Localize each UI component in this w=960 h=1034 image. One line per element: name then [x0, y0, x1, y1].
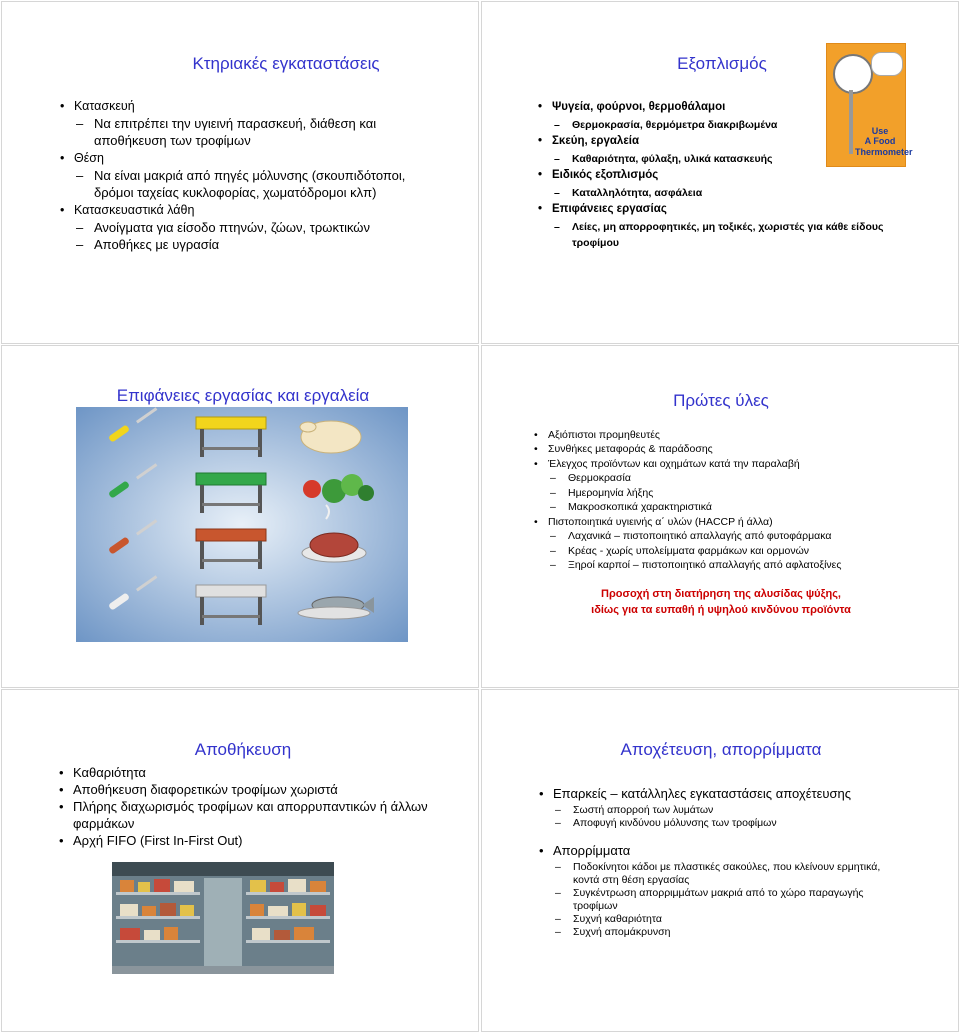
thermometer-dial	[833, 54, 873, 94]
color-coded-boards-image	[76, 407, 408, 642]
sub-bullet-item: – Καταλληλότητα, ασφάλεια	[536, 185, 906, 201]
sub-bullet-item: – Συγκέντρωση απορριμμάτων μακριά από το χώρο παραγωγής τροφίμων	[537, 887, 907, 913]
sub-bullet-item: – Θερμοκρασία	[532, 471, 952, 485]
bullet-item: • Πιστοποιητικά υγιεινής α΄ υλών (HACCP ή άλλα)	[532, 515, 952, 529]
sub-bullet-item: – Λαχανικά – πιστοποιητικό απαλλαγής από φυτοφάρμακα	[532, 529, 952, 543]
sub-bullet-item: – Ξηροί καρποί – πιστοποιητικό απαλλαγής από αφλατοξίνες	[532, 558, 952, 572]
slide-title: Κτηριακές εγκαταστάσεις	[192, 54, 380, 73]
bullet-item: • Πλήρης διαχωρισμός τροφίμων και απορρυπαντικών ή άλλων φαρμάκων	[57, 799, 437, 833]
slide-equipment	[481, 1, 959, 344]
bullet-list	[57, 765, 437, 849]
slide-title: Εξοπλισμός	[677, 54, 767, 73]
thermometer-bubble	[871, 52, 903, 76]
bullet-list	[58, 98, 438, 254]
bullet-item: • Κατασκευαστικά λάθη	[58, 202, 438, 219]
bullet-item: • Καθαριότητα	[57, 765, 437, 782]
thermometer-stem	[849, 90, 853, 154]
cold-chain-note: Προσοχή στη διατήρηση της αλυσίδας ψύξης, ιδίως για τα ευπαθή ή υψηλού κινδύνου προϊόντα	[591, 588, 851, 616]
bullet-item: • Έλεγχος προϊόντων και οχημάτων κατά την παραλαβή	[532, 457, 952, 471]
bullet-item: • Επαρκείς – κατάλληλες εγκαταστάσεις αποχέτευσης	[537, 786, 907, 802]
bullet-item: • Ειδικός εξοπλισμός	[536, 167, 906, 185]
bullet-item: • Αποθήκευση διαφορετικών τροφίμων χωριστά	[57, 782, 437, 799]
slide-title: Πρώτες ύλες	[673, 391, 769, 410]
sub-bullet-item: – Θερμοκρασία, θερμόμετρα διακριβωμένα	[536, 117, 906, 133]
sub-bullet-item: – Συχνή απομάκρυνση	[537, 926, 907, 939]
bullet-item: • Θέση	[58, 150, 438, 167]
bullet-list	[532, 428, 952, 573]
slide-title: Επιφάνειες εργασίας και εργαλεία	[116, 386, 370, 405]
sub-bullet-item: – Αποθήκες με υγρασία	[58, 236, 438, 254]
slide-buildings	[1, 1, 479, 344]
list-spacer	[537, 831, 907, 841]
bullet-item: • Κατασκευή	[58, 98, 438, 115]
bullet-item: • Ψυγεία, φούρνοι, θερμοθάλαμοι	[536, 99, 906, 117]
sub-bullet-item: – Κρέας - χωρίς υπολείμματα φαρμάκων και ορμονών	[532, 544, 952, 558]
sub-bullet-item: – Συχνή καθαριότητα	[537, 913, 907, 926]
slide-raw-materials	[481, 345, 959, 688]
sub-bullet-item: – Καθαριότητα, φύλαξη, υλικά κατασκευής	[536, 151, 906, 167]
sub-bullet-item: – Ποδοκίνητοι κάδοι με πλαστικές σακούλες, που κλείνουν ερμητικά, κοντά στη θέση εργασίας	[537, 861, 907, 887]
sub-bullet-item: – Να επιτρέπει την υγιεινή παρασκευή, διάθεση και αποθήκευση των τροφίμων	[58, 115, 438, 150]
thermometer-caption: Use A Food Thermometer	[855, 126, 913, 157]
bullet-item: • Επιφάνειες εργασίας	[536, 201, 906, 219]
sub-bullet-item: – Μακροσκοπικά χαρακτηριστικά	[532, 500, 952, 514]
slide-title: Αποχέτευση, απορρίμματα	[620, 740, 822, 759]
sub-bullet-item: – Αποφυγή κινδύνου μόλυνσης των τροφίμων	[537, 817, 907, 830]
bullet-item: • Αρχή FIFO (First In-First Out)	[57, 833, 437, 850]
slide-drainage-waste	[481, 689, 959, 1032]
slide-storage	[1, 689, 479, 1032]
sub-bullet-item: – Λείες, μη απορροφητικές, μη τοξικές, χωριστές για κάθε είδους τροφίμου	[536, 219, 906, 252]
sub-bullet-item: – Ανοίγματα για είσοδο πτηνών, ζώων, τρωκτικών	[58, 219, 438, 237]
bullet-item: • Συνθήκες μεταφοράς & παράδοσης	[532, 442, 952, 456]
chicken-icon	[300, 421, 361, 453]
storage-room-image	[112, 862, 334, 974]
slide-surfaces-tools	[1, 345, 479, 688]
sub-bullet-item: – Ημερομηνία λήξης	[532, 486, 952, 500]
bullet-list	[537, 784, 907, 940]
sub-bullet-item: – Να είναι μακριά από πηγές μόλυνσης (σκουπιδότοποι, δρόμοι ταχείας κυκλοφορίας, χωματόδρομοι κλπ)	[58, 167, 438, 202]
bullet-item: • Σκεύη, εργαλεία	[536, 133, 906, 151]
bullet-item: • Αξιόπιστοι προμηθευτές	[532, 428, 952, 442]
thermometer-image	[826, 43, 913, 167]
bullet-item: • Απορρίμματα	[537, 843, 907, 859]
sub-bullet-item: – Σωστή απορροή των λυμάτων	[537, 804, 907, 817]
slide-title: Αποθήκευση	[194, 740, 292, 759]
